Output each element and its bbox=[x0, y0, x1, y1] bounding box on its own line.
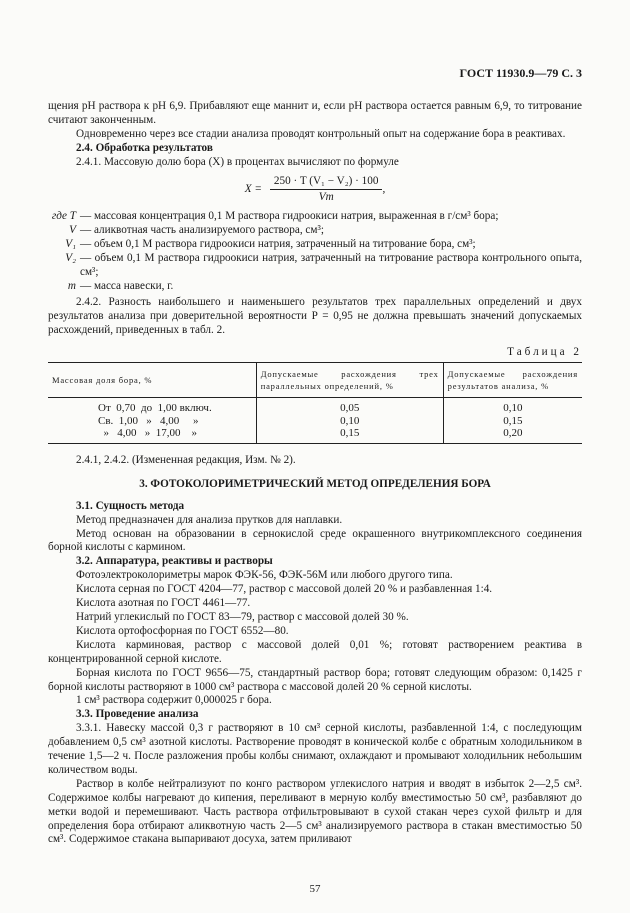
section-heading-2-4: 2.4. Обработка результатов bbox=[76, 141, 213, 154]
section-heading-3-2: 3.2. Аппаратура, реактивы и растворы bbox=[76, 555, 273, 568]
paragraph: Раствор в колбе нейтрализуют по конго раствором углекислого натрия и вводят в избыток 2—2,5 см³. Содержимое колбы нагревают до кипения, переливают в мерную колбу вместимостью 50 см³, разбавляют до метки водой и перемешивают. Часть раствора отфильтровывают в сухой стакан через сухой фильтр и для определения бора отбирают аликвотную часть 2—5 см³ анализируемого раствора в стакан вместимостью 50 см³. Содержимое стакана выпаривают досуха, затем приливают bbox=[48, 777, 582, 846]
formula-fraction bbox=[270, 174, 386, 206]
tolerance-table bbox=[48, 362, 582, 444]
table-row: От 0,70 до 1,00 включ. 0,05 0,10 bbox=[48, 398, 582, 415]
paragraph-3-3-1: 3.3.1. Навеску массой 0,3 г растворяют в 10 см³ серной кислоты, разбавленной 1:4, с последующим добавлением 0,5 см³ азотной кислоты. Растворение проводят в конической колбе с обратным холодильником в течение 1,5—2 ч. После разложения пробы колбы снимают, охлаждают и промывают холодильник небольшим количеством воды. bbox=[48, 722, 582, 776]
column-header: Массовая доля бора, % bbox=[48, 363, 256, 398]
list-item: Кислота карминовая, раствор с массовой долей 0,01 %; готовят растворением реактива в концентрированной серной кислоте. bbox=[48, 638, 582, 665]
list-item: Кислота ортофосфорная по ГОСТ 6552—80. bbox=[76, 624, 289, 637]
formula bbox=[48, 175, 582, 206]
list-item: Натрий углекислый по ГОСТ 83—79, раствор с массовой долей 30 %. bbox=[76, 610, 409, 623]
formula-denominator: Vm bbox=[318, 191, 334, 204]
paragraph-2-4-2: 2.4.2. Разность наибольшего и наименьшего результатов трех параллельных определений и двух результатов анализа при доверительной вероятности P = 0,95 не должна превышать значений допускаемых расхождений, приведенных в табл. 2. bbox=[48, 295, 582, 336]
body-text bbox=[48, 100, 582, 847]
running-header: ГОСТ 11930.9—79 С. 3 bbox=[459, 66, 582, 80]
table-header-row bbox=[48, 363, 582, 398]
list-item: 1 см³ раствора содержит 0,000025 г бора. bbox=[76, 694, 272, 707]
column-header: Допускаемые расхождения трех параллельных определений, % bbox=[256, 363, 443, 398]
table-caption: Таблица 2 bbox=[507, 345, 582, 358]
column-header: Допускаемые расхождения результатов анализа, % bbox=[443, 363, 582, 398]
list-item: Фотоэлектроколориметры марок ФЭК-56, ФЭК-56М или любого другого типа. bbox=[76, 569, 453, 582]
list-item: Кислота азотная по ГОСТ 4461—77. bbox=[76, 597, 251, 610]
table-row: » 4,00 » 17,00 » 0,15 0,20 bbox=[48, 427, 582, 443]
definition-item: V₁ — объем 0,1 М раствора гидроокиси натрия, затраченный на титрование бора, см³; bbox=[65, 238, 476, 251]
definition-item: m — масса навески, г. bbox=[67, 279, 174, 292]
paragraph: Одновременно через все стадии анализа проводят контрольный опыт на содержание бора в реактивах. bbox=[76, 127, 566, 140]
list-item: Борная кислота по ГОСТ 9656—75, стандартный раствор бора; готовят следующим образом: 0,1425 г борной кислоты растворяют в 1000 см³ раствора с массовой долей 20 % серной кислоты. bbox=[48, 666, 582, 693]
section-heading-3-3: 3.3. Проведение анализа bbox=[76, 708, 199, 721]
chapter-heading: 3. ФОТОКОЛОРИМЕТРИЧЕСКИЙ МЕТОД ОПРЕДЕЛЕНИЯ БОРА bbox=[139, 477, 491, 490]
paragraph-2-4-1: 2.4.1. Массовую долю бора (X) в процентах вычисляют по формуле bbox=[76, 155, 399, 168]
definition-item: V₂ — объем 0,1 М раствора гидроокиси натрия, затраченный на титрование раствора контрольного опыта, см³; bbox=[65, 252, 582, 278]
definition-item: где T — массовая концентрация 0,1 М раствора гидроокиси натрия, выраженная в г/см³ бора; bbox=[51, 210, 499, 223]
paragraph: Метод предназначен для анализа прутков для наплавки. bbox=[76, 513, 343, 526]
formula-tail: , bbox=[382, 182, 386, 195]
variable-definitions bbox=[48, 210, 582, 293]
paragraph: щения pH раствора к pH 6,9. Прибавляют еще маннит и, если pH раствора остается равным 6,9, то титрование считают законченным. bbox=[48, 100, 582, 126]
formula-lhs: X = bbox=[244, 182, 262, 195]
table-row: Св. 1,00 » 4,00 » 0,10 0,15 bbox=[48, 415, 582, 428]
section-heading-3-1: 3.1. Сущность метода bbox=[76, 499, 185, 512]
list-item: Кислота серная по ГОСТ 4204—77, раствор с массовой долей 20 % и разбавленная 1:4. bbox=[76, 583, 493, 596]
paragraph: Метод основан на образовании в сернокислой среде окрашенного внутрикомплексного соединения борной кислоты с кармином. bbox=[48, 527, 582, 554]
formula-numerator: 250 · T (V₁ − V₂) · 100 bbox=[270, 175, 383, 191]
amendment-note: 2.4.1, 2.4.2. (Измененная редакция, Изм. № 2). bbox=[76, 453, 296, 466]
definition-item: V — аликвотная часть анализируемого раствора, см³; bbox=[69, 224, 324, 237]
page-number: 57 bbox=[309, 883, 321, 895]
